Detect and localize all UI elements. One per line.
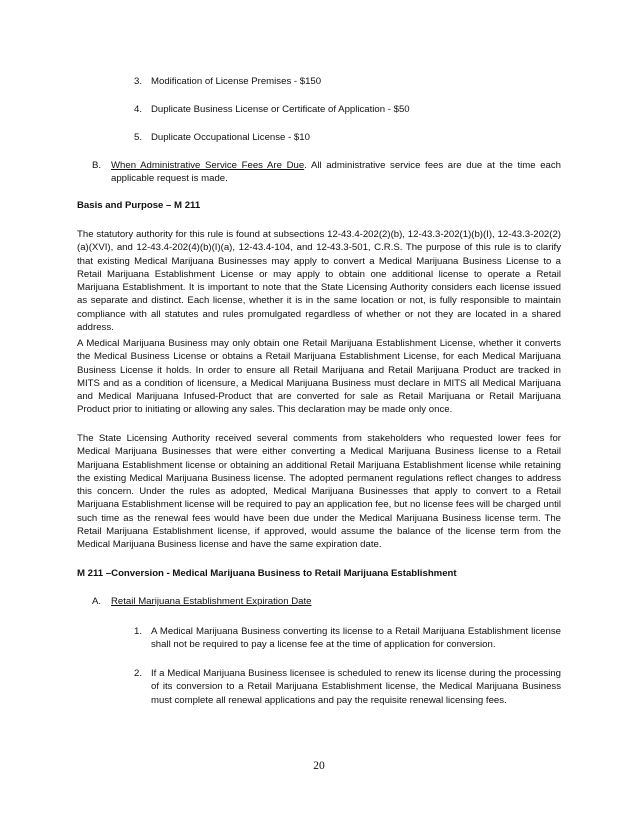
section-letter: A.	[92, 596, 102, 607]
section-b-line1	[111, 159, 561, 172]
section-a-heading: Retail Marijuana Establishment Expiration Date	[111, 596, 312, 607]
rule-heading: M 211 –Conversion - Medical Marijuana Business to Retail Marijuana Establishment	[77, 568, 457, 579]
section-letter: B.	[92, 160, 102, 171]
section-b-text: . All administrative service fees are due at the time each	[304, 160, 561, 171]
paragraph: A Medical Marijuana Business may only obtain one Retail Marijuana Establishment License, whether it converts the Medical Business License or obtains a Retail Marijuana Establishment License, for each Medical Marijuana Business License it holds. In order to ensure all Retail Marijuana and Retail Marijuana Product are tracked in MITS and as a condition of licensure, a Medical Marijuana Business must declare in MITS all Medical Marijuana and Medical Marijuana Infused-Product that are converted for sale as Retail Marijuana or Retail Marijuana Product prior to initiating or allowing any sales. This declaration may be made only once.	[77, 338, 561, 416]
list-item-text: Duplicate Business License or Certificate of Application - $50	[151, 104, 410, 115]
paragraph: The State Licensing Authority received several comments from stakeholders who requested lower fees for Medical Marijuana Businesses that were either converting a Medical Marijuana Business license to a Retail Marijuana Establishment license or obtaining an additional Retail Marijuana Establishment license while retaining the existing Medical Marijuana Business license. The adopted permanent regulations reflect changes to address this concern. Under the rules as adopted, Medical Marijuana Businesses that apply to convert to a Retail Marijuana Establishment license will be required to pay an application fee, but no license fees will be charged until such time as the renewal fees would have been due under the Medical Marijuana Business license term. The Retail Marijuana Establishment license, if approved, would assume the balance of the license term from the Medical Marijuana Business license and have the same expiration date.	[77, 433, 561, 551]
section-b-line2: applicable request is made.	[111, 173, 228, 185]
list-item-text: A Medical Marijuana Business converting its license to a Retail Marijuana Establishment license shall not be required to pay a license fee at the time of application for conversion.	[151, 626, 561, 651]
basis-purpose-heading: Basis and Purpose – M 211	[77, 200, 201, 211]
list-number: 4.	[134, 104, 143, 115]
list-item-text: Duplicate Occupational License - $10	[151, 132, 310, 143]
list-number: 1.	[134, 626, 143, 637]
list-number: 5.	[134, 132, 143, 143]
paragraph: The statutory authority for this rule is found at subsections 12-43.4-202(2)(b), 12-43.3-202(1)(b)(I), 12-43.3-202(2)(a)(XVI), and 12-43.4-202(4)(b)(I)(a), 12-43.4-104, and 12-43.3-501, C.R.S. The purpose of this rule is to clarify that existing Medical Marijuana Businesses may apply to convert a Medical Marijuana Business License to a Retail Marijuana Establishment License or may apply to obtain one additional license to operate a Retail Marijuana Establishment. It is important to note that the State Licensing Authority considers each license issued as separate and distinct. Each license, whether it is in the same location or not, is fully responsible to maintain compliance with all statutes and rules promulgated regardless of whether or not they are located in a shared address.	[77, 229, 561, 334]
page-number: 20	[313, 760, 325, 772]
list-item-text: Modification of License Premises - $150	[151, 76, 322, 87]
section-b-heading: When Administrative Service Fees Are Due	[111, 160, 305, 171]
section-b-block	[111, 159, 561, 186]
list-item-text: If a Medical Marijuana Business licensee is scheduled to renew its license during the processing of its conversion to a Retail Marijuana Establishment license, the Medical Marijuana Business must complete all renewal applications and pay the requisite renewal licensing fees.	[151, 668, 561, 706]
list-number: 2.	[134, 668, 143, 679]
list-number: 3.	[134, 76, 143, 87]
